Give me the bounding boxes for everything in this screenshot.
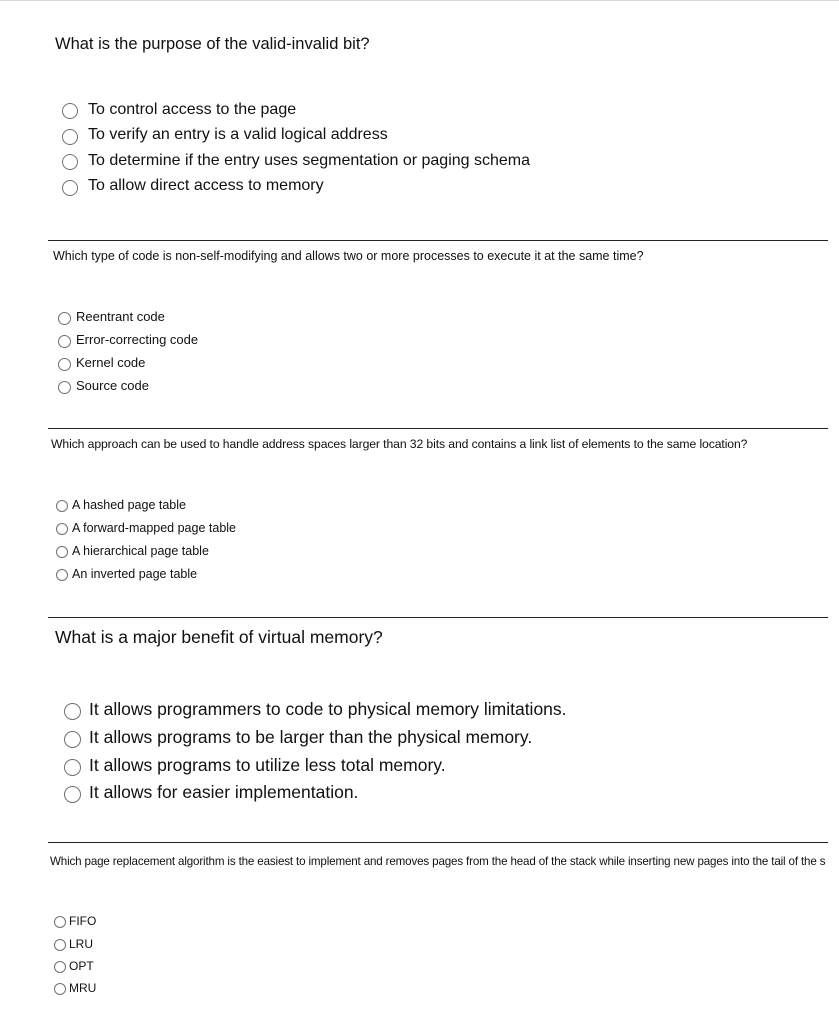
divider	[48, 428, 828, 429]
option-label: To control access to the page	[88, 100, 297, 118]
radio-button[interactable]	[62, 129, 78, 145]
option-label: A forward-mapped page table	[72, 520, 236, 535]
question-2-option-3[interactable]	[58, 351, 198, 374]
question-1-option-4[interactable]	[62, 174, 530, 200]
question-2-option-1[interactable]	[58, 305, 198, 328]
option-label: MRU	[69, 981, 97, 996]
divider	[48, 617, 828, 618]
radio-button[interactable]	[64, 703, 81, 720]
question-4-text: What is a major benefit of virtual memory?	[55, 627, 383, 647]
question-1-option-1[interactable]	[62, 97, 530, 123]
radio-button[interactable]	[56, 523, 68, 535]
question-2-options	[58, 305, 198, 397]
question-4-option-2[interactable]	[64, 724, 567, 752]
radio-button[interactable]	[58, 335, 71, 348]
radio-button[interactable]	[54, 916, 66, 928]
question-5-option-3[interactable]	[54, 955, 96, 977]
question-2-option-2[interactable]	[58, 328, 198, 351]
option-label: It allows programs to utilize less total memory.	[89, 754, 446, 775]
divider	[48, 240, 828, 241]
option-label: Kernel code	[76, 355, 146, 370]
option-label: A hierarchical page table	[72, 543, 209, 558]
radio-button[interactable]	[56, 500, 68, 512]
option-label: A hashed page table	[72, 497, 186, 512]
option-label: To allow direct access to memory	[88, 177, 324, 195]
question-3-option-4[interactable]	[56, 562, 236, 585]
radio-button[interactable]	[58, 358, 71, 371]
option-label: Error-correcting code	[76, 332, 199, 347]
question-5-option-2[interactable]	[54, 932, 96, 954]
radio-button[interactable]	[58, 312, 71, 325]
question-5-text: Which page replacement algorithm is the easiest to implement and removes pages from the head of the stack while inserting new pages into the tail of the s	[50, 855, 826, 868]
question-2-option-4[interactable]	[58, 374, 198, 397]
radio-button[interactable]	[56, 569, 68, 581]
radio-button[interactable]	[58, 381, 71, 394]
question-3-text: Which approach can be used to handle address spaces larger than 32 bits and contains a link list of elements to the same location?	[51, 437, 748, 451]
option-label: An inverted page table	[72, 566, 198, 581]
option-label: It allows programmers to code to physical memory limitations.	[89, 699, 567, 720]
radio-button[interactable]	[64, 786, 81, 803]
question-1-option-3[interactable]	[62, 148, 530, 174]
question-1-option-2[interactable]	[62, 123, 530, 149]
option-label: It allows for easier implementation.	[89, 782, 359, 803]
radio-button[interactable]	[62, 154, 78, 170]
top-border	[0, 0, 839, 1]
question-5-options	[54, 910, 96, 1000]
question-3-option-3[interactable]	[56, 539, 236, 562]
question-4-option-4[interactable]	[64, 779, 567, 807]
question-3-options	[56, 493, 236, 585]
option-label: It allows programs to be larger than the physical memory.	[89, 727, 533, 748]
option-label: LRU	[69, 936, 94, 951]
question-5-option-1[interactable]	[54, 910, 96, 932]
question-4-option-1[interactable]	[64, 696, 567, 724]
option-label: Source code	[76, 378, 149, 393]
question-1-options	[62, 97, 530, 199]
radio-button[interactable]	[54, 961, 66, 973]
radio-button[interactable]	[62, 103, 78, 119]
radio-button[interactable]	[56, 546, 68, 558]
question-5-option-4[interactable]	[54, 977, 96, 999]
question-2-text: Which type of code is non-self-modifying and allows two or more processes to execute it at the same time?	[53, 249, 644, 263]
option-label: Reentrant code	[76, 309, 165, 324]
option-label: To determine if the entry uses segmentation or paging schema	[88, 151, 531, 169]
divider	[48, 842, 828, 843]
question-1-text: What is the purpose of the valid-invalid bit?	[55, 35, 370, 53]
radio-button[interactable]	[54, 983, 66, 995]
question-4-option-3[interactable]	[64, 751, 567, 779]
question-4-options	[64, 696, 567, 807]
radio-button[interactable]	[54, 939, 66, 951]
question-3-option-1[interactable]	[56, 493, 236, 516]
radio-button[interactable]	[62, 180, 78, 196]
option-label: To verify an entry is a valid logical address	[88, 126, 388, 144]
option-label: FIFO	[69, 914, 97, 929]
radio-button[interactable]	[64, 731, 81, 748]
option-label: OPT	[69, 958, 94, 973]
radio-button[interactable]	[64, 759, 81, 776]
question-3-option-2[interactable]	[56, 516, 236, 539]
